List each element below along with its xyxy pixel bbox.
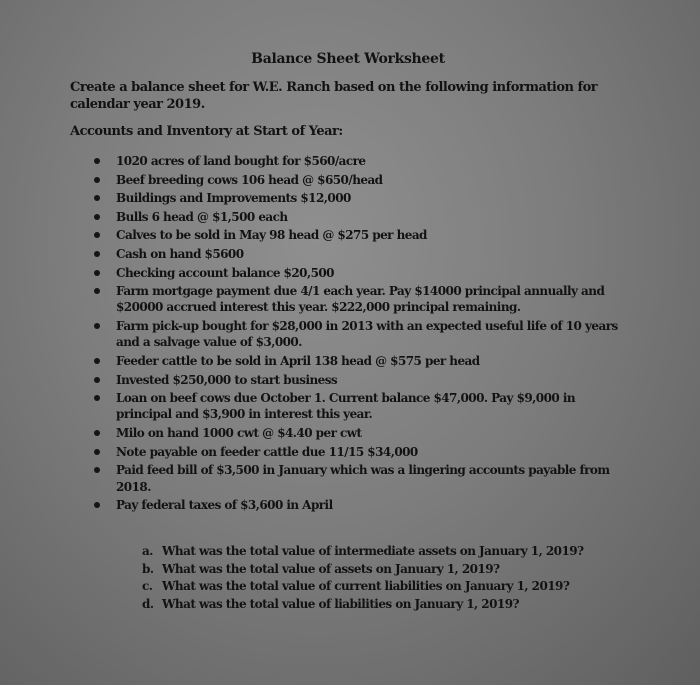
- list-item: [94, 190, 634, 206]
- list-item-text: Bulls 6 head @ $1,500 each: [116, 209, 288, 224]
- question-marker: d.: [142, 596, 154, 611]
- worksheet-title: Balance Sheet Worksheet: [251, 51, 445, 67]
- list-item: [94, 353, 634, 369]
- list-item: [94, 318, 634, 351]
- list-item-text: Loan on beef cows due October 1. Current balance $47,000. Pay $9,000 in principal and $3,900 in interest this year.: [116, 391, 576, 422]
- list-item-text: Pay federal taxes of $3,600 in April: [116, 498, 333, 513]
- bullet-icon: [94, 251, 100, 257]
- bullet-icon: [94, 430, 100, 436]
- worksheet-intro: Create a balance sheet for W.E. Ranch based on the following information for calendar year 2019.: [70, 80, 598, 112]
- list-item-text: Invested $250,000 to start business: [116, 372, 338, 387]
- bullet-icon: [94, 288, 100, 294]
- list-item: [94, 172, 634, 188]
- question-text: What was the total value of liabilities on January 1, 2019?: [162, 596, 519, 611]
- question-marker: c.: [142, 579, 153, 593]
- list-item: [94, 372, 634, 388]
- bullet-icon: [94, 377, 100, 383]
- bullet-icon: [94, 395, 100, 401]
- bullet-icon: [94, 323, 100, 329]
- bullet-icon: [94, 358, 100, 364]
- list-item-text: Feeder cattle to be sold in April 138 head @ $575 per head: [116, 353, 480, 368]
- question-item: [142, 561, 602, 577]
- list-item: [94, 497, 634, 513]
- bullet-icon: [94, 158, 100, 164]
- question-text: What was the total value of current liabilities on January 1, 2019?: [162, 579, 570, 593]
- list-item-text: 1020 acres of land bought for $560/acre: [116, 154, 366, 168]
- list-item-text: Farm pick-up bought for $28,000 in 2013 with an expected useful life of 10 years and a salvage value of $3,000.: [116, 319, 618, 350]
- list-item: [94, 246, 634, 262]
- questions-list: [142, 543, 602, 613]
- list-item: [94, 265, 634, 281]
- bullet-icon: [94, 467, 100, 473]
- bullet-icon: [94, 177, 100, 183]
- bullet-icon: [94, 502, 100, 508]
- list-item-text: Note payable on feeder cattle due 11/15 $34,000: [116, 444, 418, 459]
- question-marker: b.: [142, 561, 154, 576]
- question-item: [142, 578, 602, 594]
- list-item: [94, 209, 634, 225]
- bullet-icon: [94, 232, 100, 238]
- bullet-icon: [94, 449, 100, 455]
- list-item: [94, 462, 634, 495]
- list-item-text: Milo on hand 1000 cwt @ $4.40 per cwt: [116, 426, 362, 441]
- list-item-text: Farm mortgage payment due 4/1 each year. Pay $14000 principal annually and $20000 accrued interest this year. $222,000 principal remaining.: [116, 284, 605, 315]
- bullet-icon: [94, 195, 100, 201]
- question-item: [142, 543, 602, 559]
- list-item: [94, 444, 634, 460]
- list-item-text: Paid feed bill of $3,500 in January which was a lingering accounts payable from 2018.: [116, 463, 610, 494]
- question-text: What was the total value of assets on January 1, 2019?: [162, 561, 500, 576]
- question-item: [142, 596, 602, 612]
- list-item: [94, 153, 634, 169]
- list-item-text: Checking account balance $20,500: [116, 265, 334, 280]
- accounts-list: [94, 153, 634, 516]
- question-marker: a.: [142, 544, 153, 558]
- question-text: What was the total value of intermediate assets on January 1, 2019?: [162, 544, 584, 558]
- list-item: [94, 227, 634, 243]
- list-item-text: Beef breeding cows 106 head @ $650/head: [116, 172, 383, 187]
- list-item-text: Calves to be sold in May 98 head @ $275 per head: [116, 228, 427, 243]
- bullet-icon: [94, 214, 100, 220]
- list-item-text: Buildings and Improvements $12,000: [116, 191, 351, 206]
- list-item: [94, 283, 634, 316]
- bullet-icon: [94, 270, 100, 276]
- list-item-text: Cash on hand $5600: [116, 246, 244, 261]
- section-heading: Accounts and Inventory at Start of Year:: [70, 124, 343, 139]
- list-item: [94, 425, 634, 441]
- list-item: [94, 390, 634, 423]
